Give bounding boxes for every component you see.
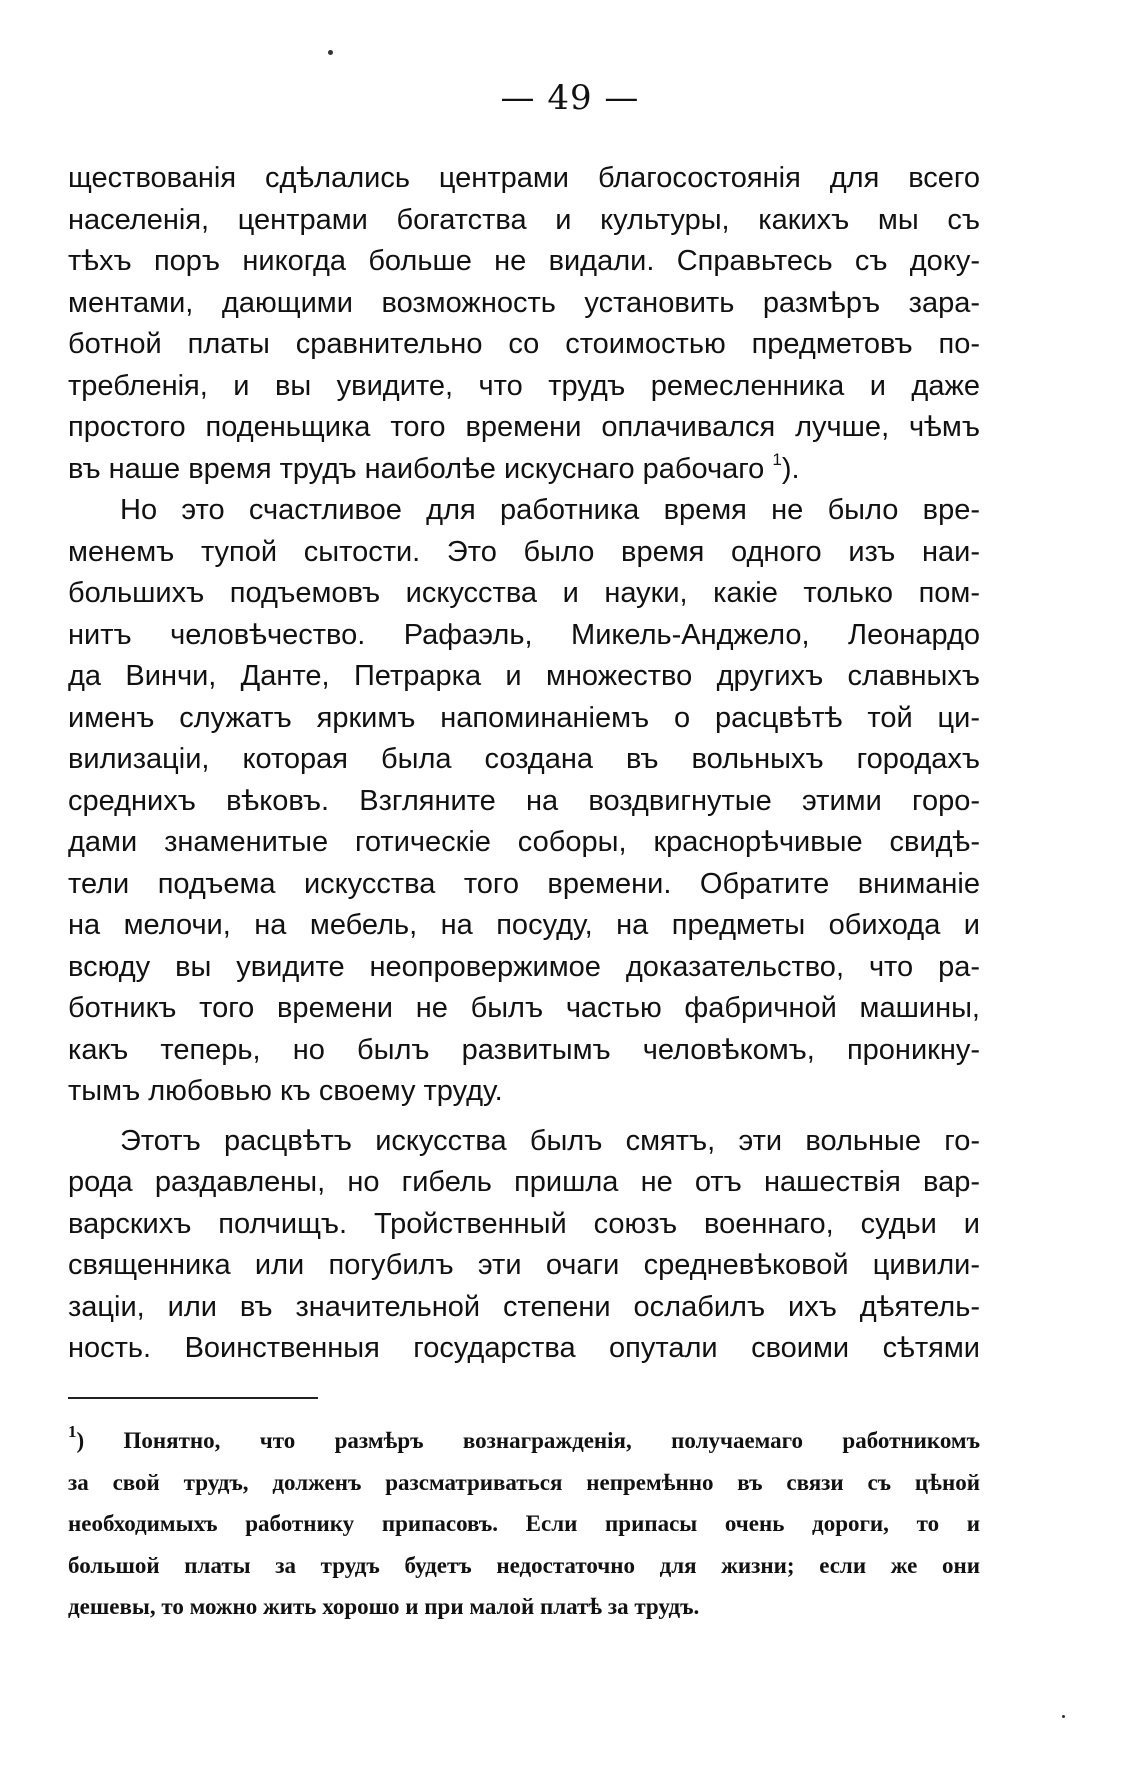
print-speck xyxy=(1062,1715,1065,1718)
paragraph-1 xyxy=(68,158,980,490)
text-line: да Винчи, Данте, Петрарка и множество другихъ славныхъ xyxy=(68,660,980,692)
text-line: простого поденьщика того времени оплачивался лучше, чѣмъ xyxy=(68,411,980,443)
text-line: нитъ человѣчество. Рафаэль, Микель-Анджело, Леонардо xyxy=(68,618,980,651)
text-line: варскихъ полчищъ. Тройственный союзъ военнаго, судьи и xyxy=(68,1207,980,1240)
footnote-line: за свой трудъ, долженъ разсматриваться непремѣнно въ связи съ цѣной xyxy=(68,1469,980,1495)
text-line: всюду вы увидите неопровержимое доказательство, что ра- xyxy=(68,950,980,983)
text-line: Но это счастливое для работника время не было вре- xyxy=(120,494,980,526)
footnote-separator xyxy=(68,1397,318,1399)
text-line: тѣхъ поръ никогда больше не видали. Справьтесь съ доку- xyxy=(68,245,980,277)
text-line: ботникъ того времени не былъ частью фабричной машины, xyxy=(68,992,980,1024)
print-speck xyxy=(328,50,333,55)
text-line: менемъ тупой сытости. Это было время одного изъ наи- xyxy=(68,535,980,568)
footnote-marker: 1 xyxy=(68,1422,77,1442)
paragraph-3 xyxy=(68,1121,980,1370)
page-number: — 49 — xyxy=(500,78,640,118)
footnote-line-content: ) Понятно, что размѣръ вознагражденія, получаемаго работникомъ xyxy=(76,1428,980,1453)
text-line: ность. Воинственныя государства опутали своими сѣтями xyxy=(68,1332,980,1364)
text-line: дами знаменитые готическіе соборы, краснорѣчивые свидѣ- xyxy=(68,826,980,858)
text-line: ботной платы сравнительно со стоимостью предметовъ по- xyxy=(68,328,980,360)
text-line: на мелочи, на мебель, на посуду, на предметы обихода и xyxy=(68,909,980,941)
footnote-line: дешевы, то можно жить хорошо и при малой платѣ за трудъ. xyxy=(68,1594,700,1619)
text-line: заціи, или въ значительной степени ослабилъ ихъ дѣятель- xyxy=(68,1290,980,1323)
text-line: Этотъ расцвѣтъ искусства былъ смятъ, эти вольные го- xyxy=(120,1124,980,1157)
text-line: ментами, дающими возможность установить размѣръ зара- xyxy=(68,286,980,319)
footnote xyxy=(68,1422,980,1634)
text-line: среднихъ вѣковъ. Взгляните на воздвигнутые этими горо- xyxy=(68,784,980,817)
text-line-end: ). xyxy=(781,452,800,485)
text-line: населенія, центрами богатства и культуры, какихъ мы съ xyxy=(68,203,980,236)
paragraph-spacer xyxy=(68,1113,980,1121)
footnote-line xyxy=(68,1422,980,1468)
footnote-line: необходимыхъ работнику припасовъ. Если припасы очень дороги, то и xyxy=(68,1511,980,1536)
text-line: требленія, и вы увидите, что трудъ ремесленника и даже xyxy=(68,369,980,402)
text-line: тели подъема искусства того времени. Обратите вниманіе xyxy=(68,867,980,900)
text-line-content: въ наше время трудъ наиболѣе искуснаго рабочаго xyxy=(68,452,765,485)
footnote-line: большой платы за трудъ будетъ недостаточно для жизни; если же они xyxy=(68,1552,980,1578)
text-line: священника или погубилъ эти очаги средневѣковой цивили- xyxy=(68,1249,980,1281)
paragraph-2 xyxy=(68,490,980,1113)
text-line: тымъ любовью къ своему труду. xyxy=(68,1075,503,1107)
footnote-reference: 1 xyxy=(772,449,782,469)
text-line: вилизаціи, которая была создана въ вольныхъ городахъ xyxy=(68,743,980,775)
text-line: ществованія сдѣлались центрами благосостоянія для всего xyxy=(68,162,980,194)
text-line: какъ теперь, но былъ развитымъ человѣкомъ, проникну- xyxy=(68,1033,980,1066)
text-line: рода раздавлены, но гибель пришла не отъ нашествія вар- xyxy=(68,1166,980,1198)
text-line xyxy=(68,449,980,491)
body-text xyxy=(68,158,980,1370)
text-line: большихъ подъемовъ искусства и науки, какіе только пом- xyxy=(68,577,980,609)
text-line: именъ служатъ яркимъ напоминаніемъ о расцвѣтѣ той ци- xyxy=(68,701,980,734)
